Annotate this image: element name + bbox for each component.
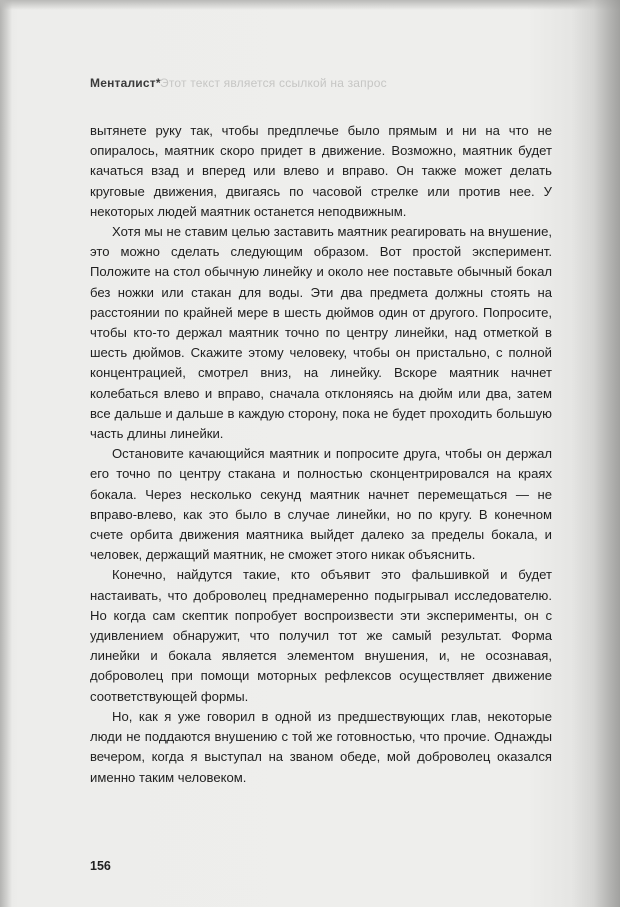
paragraph-1: вытянете руку так, чтобы предплечье было прямым и ни на что не опиралось, маятник скоро придет в движение. Возможно, маятник будет качаться взад и вперед или влево и вправо. Он также может делать круговые движения, двигаясь по часовой стрелке или против нее. У некоторых людей маятник останется неподвижным. — [90, 123, 552, 219]
running-header: Менталист* — [90, 76, 161, 90]
page-top-edge — [0, 0, 620, 10]
page-number: 156 — [90, 859, 111, 873]
paragraph-3: Остановите качающийся маятник и попросите друга, чтобы он держал его точно по центру стакана и полностью сконцентрировался на краях бокала. Через несколько секунд маятник начнет перемещаться — не вправо-влево, как это было в случае линейки, но по кругу. В конечном счете орбита движения маятника выйдет далеко за пределы бокала, и человек, держащий маятник, не сможет этого никак объяснить. — [90, 446, 552, 563]
body-text — [90, 121, 552, 788]
bleed-through-header: Этот текст является ссылкой на запрос — [160, 76, 387, 90]
paragraph-4: Конечно, найдутся такие, кто объявит это фальшивкой и будет настаивать, что доброволец преднамеренно подыгрывал исследователю. Но когда сам скептик попробует воспроизвести эти эксперименты, он с удивлением обнаружит, что получил тот же самый результат. Форма линейки и бокала является элементом внушения, и, не осознавая, доброволец при помощи моторных рефлексов осуществляет движение соответствующей формы. — [90, 567, 552, 704]
page-left-edge — [0, 0, 12, 907]
paragraph-2: Хотя мы не ставим целью заставить маятник реагировать на внушение, это можно сделать следующим образом. Вот простой эксперимент. Положите на стол обычную линейку и около нее поставьте обычный бокал без ножки или стакан для воды. Эти два предмета должны стоять на расстоянии по крайней мере в шесть дюймов один от другого. Попросите, чтобы кто-то держал маятник точно по центру линейки, над отметкой в шесть дюймов. Скажите этому человеку, чтобы он пристально, с полной концентрацией, смотрел вниз, на линейку. Вскоре маятник начнет колебаться влево и вправо, сначала отклоняясь на дюйм или два, затем все дальше и дальше в каждую сторону, пока не будет проходить большую часть длины линейки. — [90, 224, 552, 442]
paragraph-5: Но, как я уже говорил в одной из предшествующих глав, некоторые люди не поддаются внушению с той же готовностью, что прочие. Однажды вечером, когда я выступал на званом обеде, мой доброволец оказался именно таким человеком. — [90, 708, 552, 785]
spine-shadow — [572, 0, 620, 907]
